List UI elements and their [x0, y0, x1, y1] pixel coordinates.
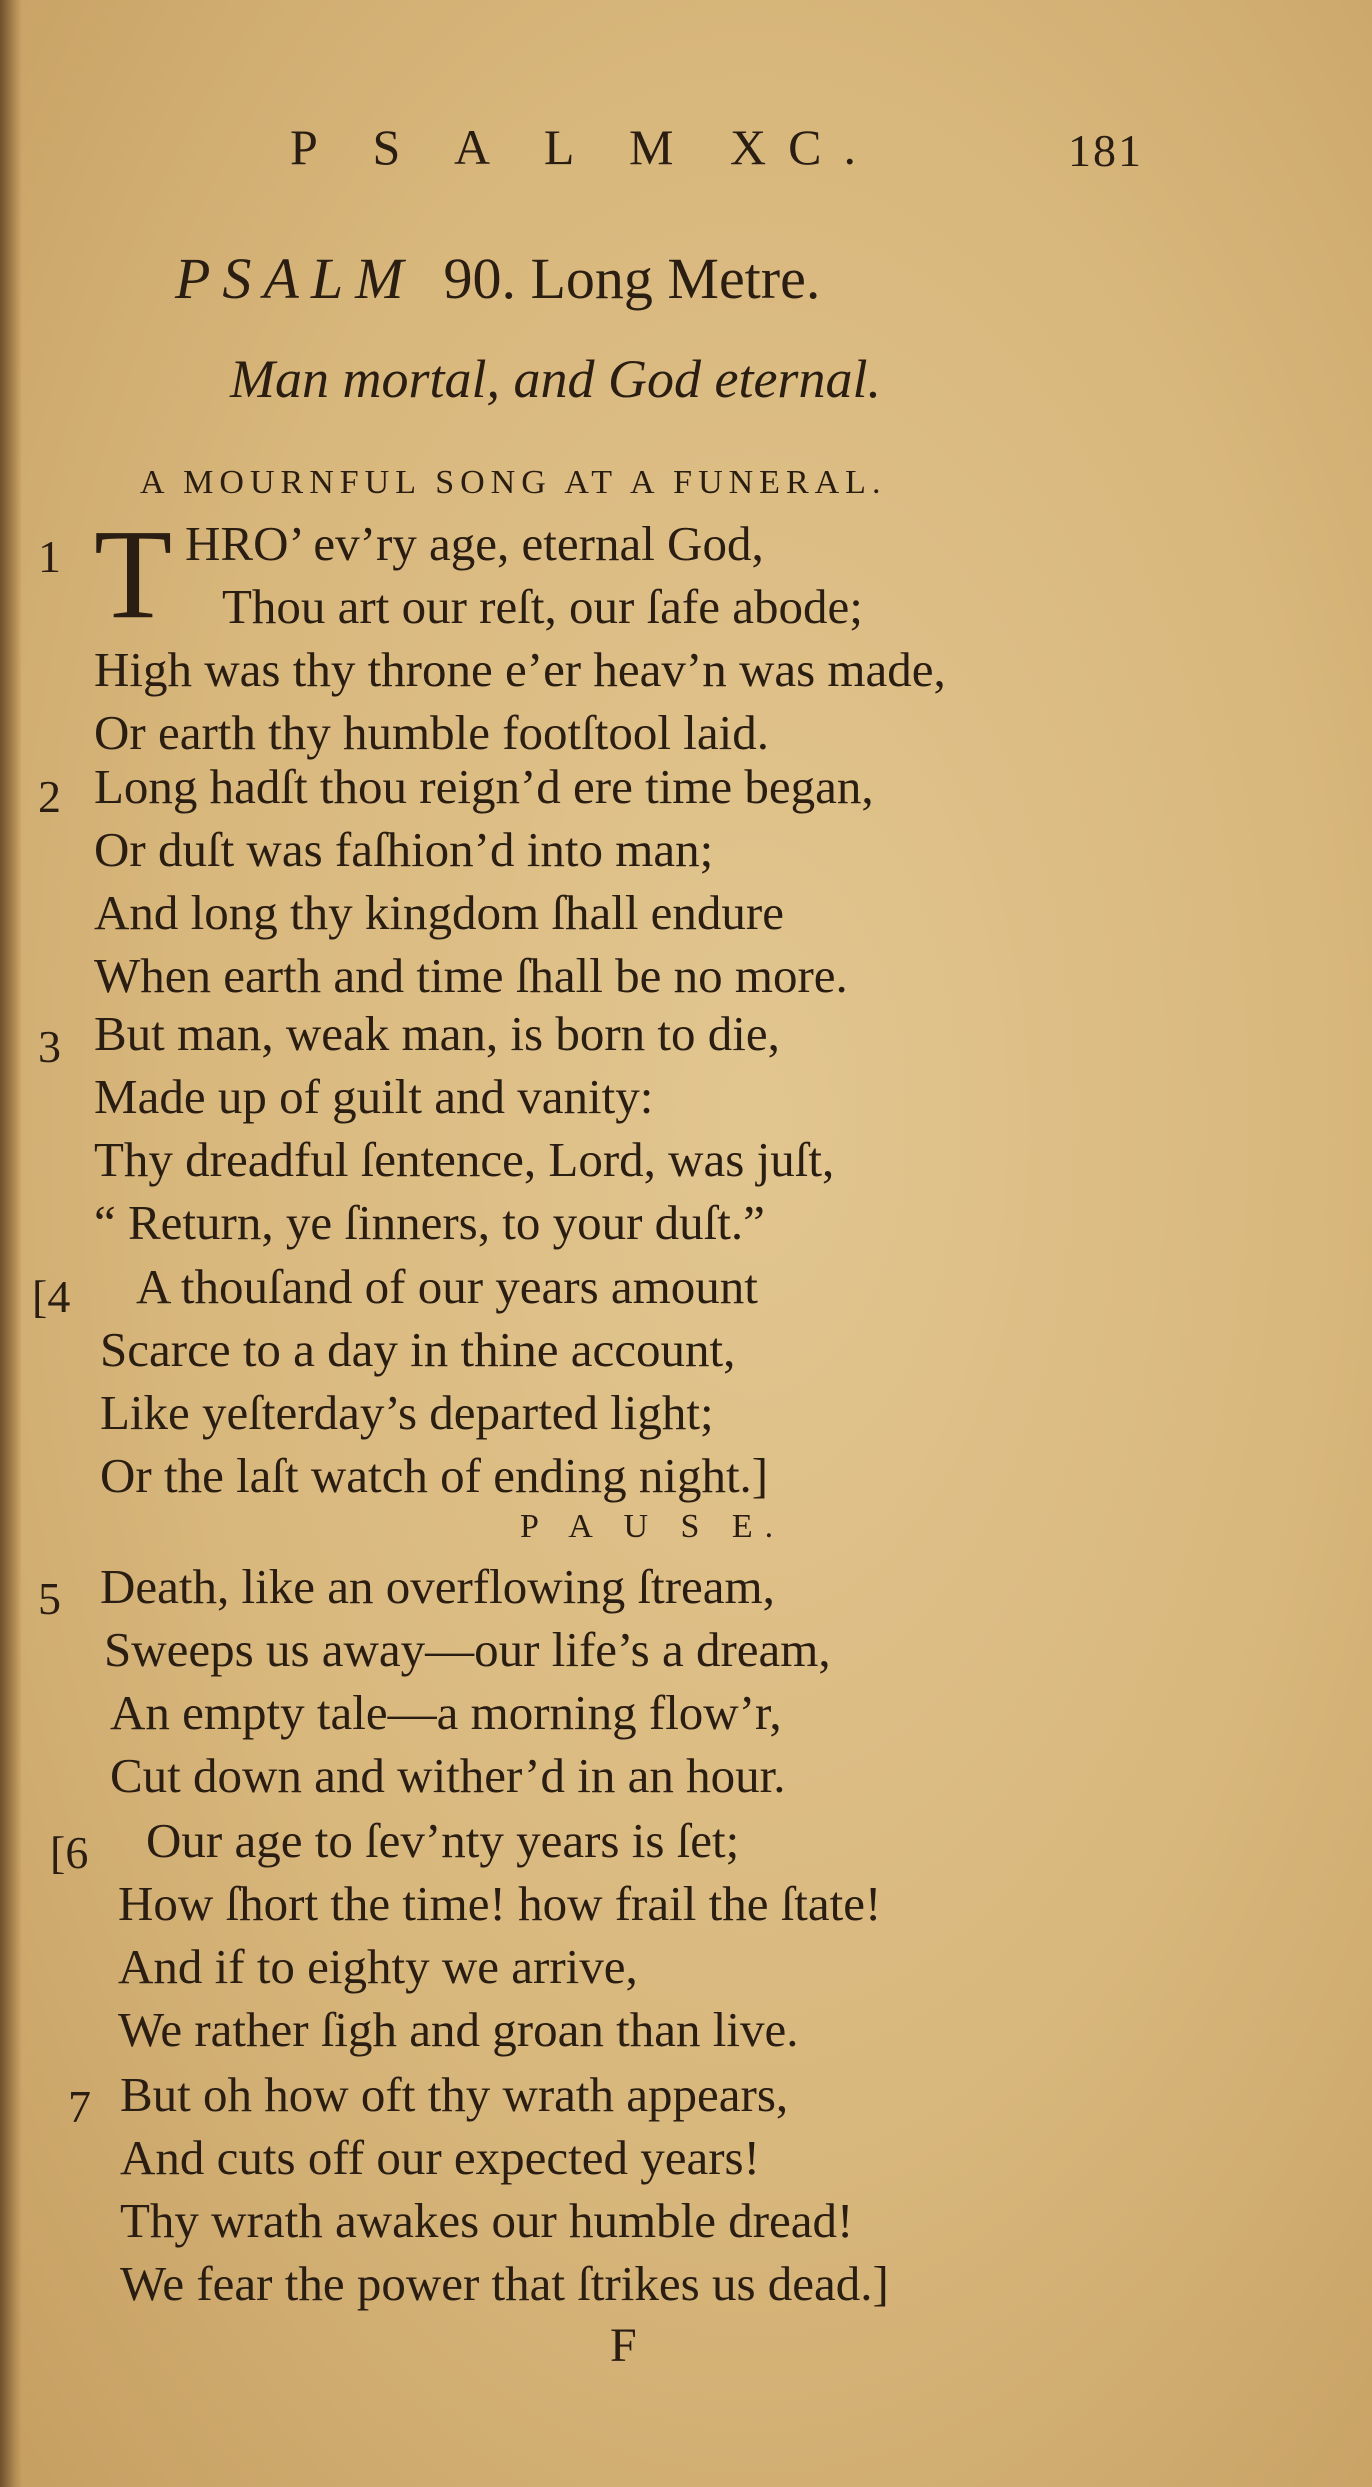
pause-marker: P A U S E.	[520, 1508, 786, 1545]
verse-line: We fear the power that ſtrikes us dead.]	[120, 2256, 889, 2311]
verse-line: Thou art our reſt, our ſafe abode;	[222, 579, 863, 634]
verse-line: A thouſand of our years amount	[136, 1259, 758, 1314]
verse-line: Sweeps us away—our life’s a dream,	[104, 1622, 831, 1677]
verse-line: Or the laſt watch of ending night.]	[100, 1448, 769, 1503]
verse-line: Cut down and wither’d in an hour.	[110, 1748, 786, 1803]
verse-line: And cuts off our expected years!	[120, 2130, 760, 2185]
stanza-number: 7	[68, 2081, 91, 2132]
stanza-number: 1	[38, 531, 61, 582]
stanza-number: 3	[38, 1021, 61, 1072]
page-number: 181	[1068, 125, 1143, 176]
psalm-subtitle: Man mortal, and God eternal.	[230, 349, 881, 409]
verse-line: But man, weak man, is born to die,	[94, 1006, 780, 1061]
verse-line: Made up of guilt and vanity:	[94, 1069, 654, 1124]
running-head: P S A L M XC.	[290, 119, 878, 175]
verse-line: When earth and time ſhall be no more.	[94, 948, 848, 1003]
verse-line: And long thy kingdom ſhall endure	[94, 885, 784, 940]
verse-line: We rather ſigh and groan than live.	[118, 2002, 799, 2057]
verse-line: Death, like an overflowing ſtream,	[100, 1559, 775, 1614]
verse-line: Or earth thy humble footſtool laid.	[94, 705, 769, 760]
psalm-occasion: A MOURNFUL SONG AT A FUNERAL.	[140, 464, 887, 501]
drop-cap: T	[94, 503, 173, 645]
verse-line: “ Return, ye ſinners, to your duſt.”	[94, 1195, 765, 1250]
verse-line: But oh how oft thy wrath appears,	[120, 2067, 789, 2122]
verse-line: Scarce to a day in thine account,	[100, 1322, 736, 1377]
stanza-number: 2	[38, 771, 61, 822]
verse-line: Like yeſterday’s departed light;	[100, 1385, 714, 1440]
signature-mark: F	[610, 2319, 637, 2372]
psalm-title-word: PSALM	[175, 246, 416, 311]
stanza-number: [4	[32, 1271, 71, 1322]
psalm-title-metre: 90. Long Metre.	[443, 246, 821, 311]
verse-line: High was thy throne e’er heav’n was made,	[94, 642, 946, 697]
page-gutter	[0, 0, 22, 2487]
verse-line: And if to eighty we arrive,	[118, 1939, 638, 1994]
verse-line: Thy wrath awakes our humble dread!	[120, 2193, 854, 2248]
verse-line: How ſhort the time! how frail the ſtate!	[118, 1876, 882, 1931]
verse-line: Thy dreadful ſentence, Lord, was juſt,	[94, 1132, 835, 1187]
verse-line: An empty tale—a morning flow’r,	[110, 1685, 782, 1740]
verse-line: Or duſt was faſhion’d into man;	[94, 822, 714, 877]
verse-line: HRO’ ev’ry age, eternal God,	[185, 516, 764, 571]
psalm-title	[175, 245, 820, 312]
stanza-number: [6	[50, 1827, 89, 1878]
stanza-number: 5	[38, 1573, 61, 1624]
verse-line: Long hadſt thou reign’d ere time began,	[94, 759, 874, 814]
verse-line: Our age to ſev’nty years is ſet;	[146, 1813, 740, 1868]
